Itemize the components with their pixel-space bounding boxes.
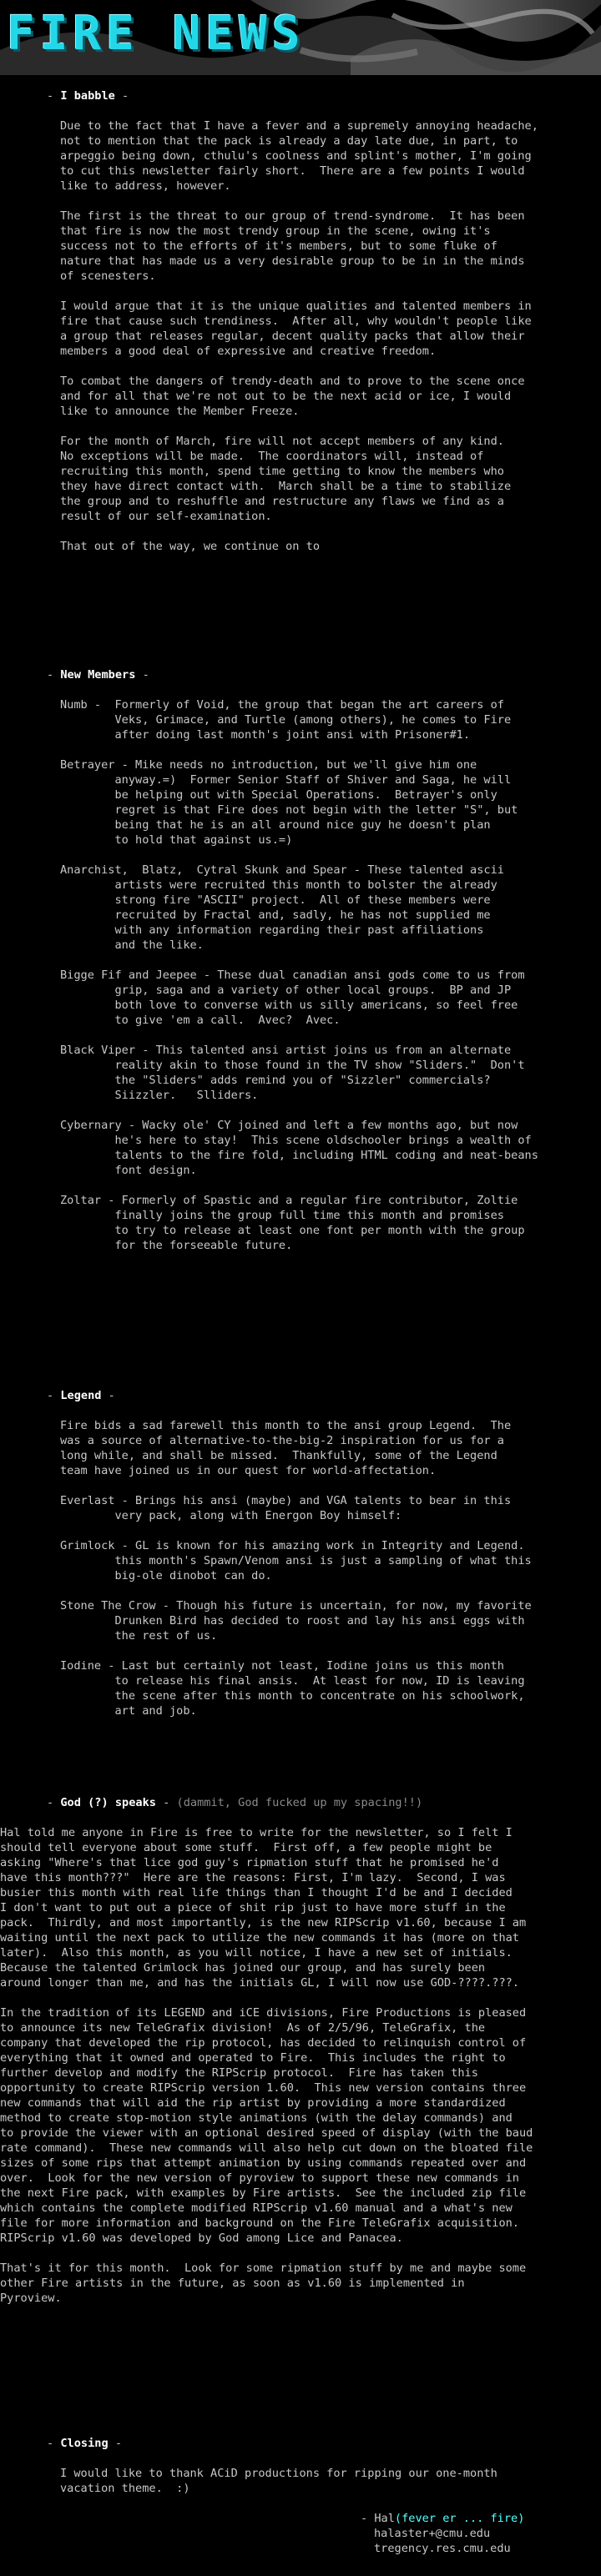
signature-email: halaster+@cmu.edu <box>374 2527 491 2540</box>
section-heading-babble <box>47 88 129 103</box>
section-heading-legend <box>47 1388 115 1403</box>
section-heading-new-members <box>47 667 149 682</box>
signature <box>361 2511 524 2526</box>
heading-dash: - <box>163 1796 170 1809</box>
heading-dash: - <box>114 2437 123 2450</box>
new-members-text: Numb - Formerly of Void, the group that began the art careers of Veks, Grimace, and Turtle (among others), he comes to Fire after doing last month's joint ansi with Prisoner#1. Betrayer - Mike needs no introduction, but we'll give him one anyway.=) Former Senior Staff of Shiver and Saga, he will be helping out with Special Operations. Betrayer's only regret is that Fire does not begin with the letter "S", but being that he is an all around nice guy he doesn't plan to hold that against us.=) Anarchist, Blatz, Cytral Skunk and Spear - These talented ascii artists were recruited this month to bolster the already strong fire "ASCII" project. All of these members were recruited by Fractal and, sadly, he has not supplied me with any information regarding their past affiliations and the like. Bigge Fif and Jeepee - These dual canadian ansi gods come to us from grip, saga and a variety of other local groups. BP and JP both love to converse with us silly americans, so feel free to give 'em a call. Avec? Avec. Black Viper - This talented ansi artist joins us from an alternate reality akin to those found in the TV show "Sliders." Don't the "Sliders" adds remind you of "Sizzler" commercials? Siizzler. Slliders. Cybernary - Wacky ole' CY joined and left a few months ago, but now he's here to stay! This scene oldschooler brings a wealth of talents to the fire fold, including HTML coding and neat-beans font design. Zoltar - Formerly of Spastic and a regular fire contributor, Zoltie finally joins the group full time this month and promises to try to release at least one font per month with the group for the forseeable future. <box>60 698 538 1252</box>
header-banner <box>0 0 601 75</box>
heading-text: Legend <box>60 1389 102 1402</box>
signature-name: - Hal <box>361 2512 395 2525</box>
heading-text: New Members <box>60 668 136 682</box>
god-speaks-text: Hal told me anyone in Fire is free to write for the newsletter, so I felt I should tell everyone about some stuff. First off, a few people might be asking "Where's that lice god guy's ripmation stuff that he promised he'd have this month???" Here are the reasons: First, I'm lazy. Second, I was busier this month with real life things than I thought I'd be and I decided I don't want to put out a piece of shit rip just to have more stuff in the pack. Thirdly, and most importantly, is the new RIPScrip v1.60, because I am waiting until the next pack to utilize the new commands it has (more on that later). Also this month, as you will notice, I have a new set of initials. Because the talented Grimlock has joined our group, and has surely been around longer than me, and has the initials GL, I will now use GOD-????.???. In the tradition of its LEGEND and iCE divisions, Fire Productions is pleased to announce its new TeleGrafix division! As of 2/5/96, TeleGrafix, the company that developed the rip protocol, has decided to relinquish control of everything that it owned and operated to Fire. This includes the right to further develop and modify the RIPScrip protocol. Fire has taken this opportunity to create RIPScrip version 1.60. This new version contains three new commands that will aid the rip artist by providing a more standardized method to create stop-motion style animations (with the delay commands) and to provide the viewer with an optional desired speed of display (with the baud rate command). These new commands will also help cut down on the bloated file sizes of some rips that attempt animation by using commands repeated over and over. Look for the new version of pyroview to support these new commands in the next Fire pack, with examples by Fire artists. See the included zip file which contains the complete modified RIPScrip v1.60 manual and a what's new file for more information and background on the Fire TeleGrafix acquisition. RIPScrip v1.60 was developed by God among Lice and Panacea. That's it for this month. Look for some ripmation stuff by me and maybe some other Fire artists in the future, as soon as v1.60 is implemented in Pyroview. <box>0 1826 533 2305</box>
heading-dash: - <box>47 89 54 103</box>
heading-dash: - <box>122 89 129 103</box>
heading-aside: (dammit, God fucked up my spacing!!) <box>176 1796 423 1809</box>
closing-text: I would like to thank ACiD productions for ripping our one-month vacation theme. :) <box>60 2467 497 2495</box>
heading-dash: - <box>142 668 149 682</box>
legend-text: Fire bids a sad farewell this month to the ansi group Legend. The was a source of alternative-to-the-big-2 inspiration for us for a long while, and shall be missed. Thankfully, some of the Legend team have joined us in our quest for world-affectation. Everlast - Brings his ansi (maybe) and VGA talents to bear in this very pack, along with Energon Boy himself: Grimlock - GL is known for his amazing work in Integrity and Legend. this month's Spawn/Venom ansi is just a sampling of what this big-ole dinobot can do. Stone The Crow - Though his future is uncertain, for now, my favorite Drunken Bird has decided to roost and lay his ansi eggs with the rest of us. Iodine - Last but certainly not least, Iodine joins us this month to release his final ansis. At least for now, ID is leaving the scene after this month to concentrate on his schoolwork, art and job. <box>60 1419 532 1718</box>
signature-host: tregency.res.cmu.edu <box>374 2542 511 2555</box>
fire-logo-icon: FIRE NEWS <box>7 7 306 61</box>
section-heading-closing <box>47 2436 122 2451</box>
heading-dash: - <box>47 2437 54 2450</box>
heading-dash: - <box>47 668 54 682</box>
section-heading-god-speaks <box>47 1795 422 1810</box>
heading-text: I babble <box>60 89 115 103</box>
heading-dash: - <box>47 1796 54 1809</box>
signature-tag: (fever er ... fire) <box>394 2512 525 2525</box>
heading-dash: - <box>108 1389 115 1402</box>
heading-text: God (?) speaks <box>60 1796 156 1809</box>
heading-text: Closing <box>60 2437 109 2450</box>
heading-dash: - <box>47 1389 54 1402</box>
babble-text: Due to the fact that I have a fever and a supremely annoying headache, not to mention that the pack is already a day late due, in part, to arpeggio being down, cthulu's coolness and splint's mother, I'm going to cut this newsletter fairly short. There are a few points I would like to address, however. The first is the threat to our group of trend-syndrome. It has been that fire is now the most trendy group in the scene, owing it's success not to the efforts of it's members, but to some fluke of nature that has made us a very desirable group to be in in the minds of scenesters. I would argue that it is the unique qualities and talented members in fire that cause such trendiness. After all, why wouldn't people like a group that releases regular, decent quality packs that allow their members a good deal of expressive and creative freedom. To combat the dangers of trendy-death and to prove to the scene once and for all that we're not out to be the next acid or ice, I would like to announce the Member Freeze. For the month of March, fire will not accept members of any kind. No exceptions will be made. The coordinators will, instead of recruiting this month, spend time getting to know the members who they have direct contact with. March shall be a time to stabilize the group and to reshuffle and restructure any flaws we find as a result of our self-examination. That out of the way, we continue on to <box>60 119 538 553</box>
